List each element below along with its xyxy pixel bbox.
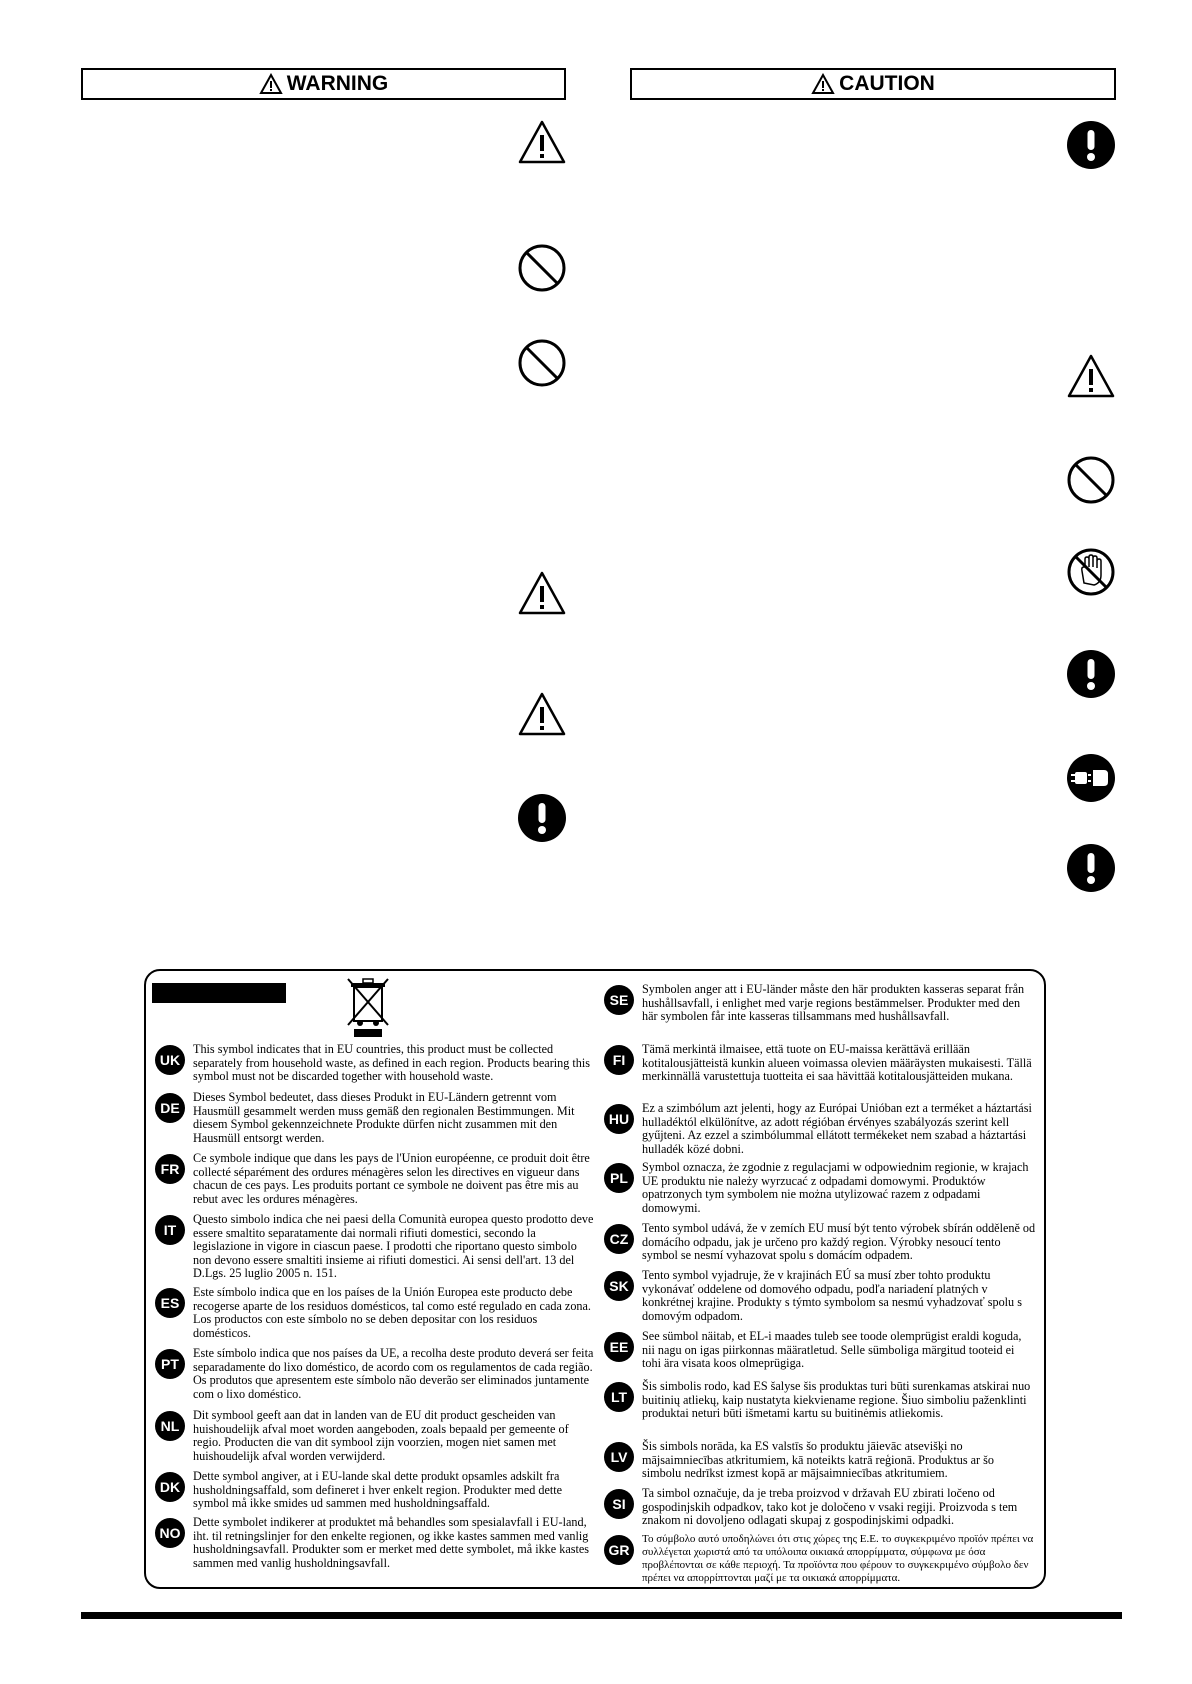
language-badge: PL	[604, 1163, 634, 1193]
entry-text: Dette symbolet indikerer at produktet må behandles som spesialavfall i EU-land, iht. til retningslinjer for den enkelte regionen, og ikke kastes sammen med vanlig husholdningsavfall. Produkter som er merket med dette symbolet, må ikke kastes sammen med vanlig husholdningsavfall.	[193, 1515, 590, 1570]
weee-entry-sk	[604, 1269, 1036, 1323]
language-badge: ES	[155, 1288, 185, 1318]
weee-entry-uk	[155, 1043, 595, 1084]
language-badge: SI	[604, 1489, 634, 1519]
do-not-touch-icon	[1066, 547, 1116, 597]
language-badge: DE	[155, 1093, 185, 1123]
entry-text: Symbol oznacza, że zgodnie z regulacjami w odpowiednim regionie, w krajach UE produktu nie należy wyrzucać z odpadami domowymi. Produktów opatrzonych tym symbolem nie można utylizować razem z odpadami domowymi.	[642, 1160, 1029, 1215]
weee-entry-fr	[155, 1152, 595, 1206]
unplug-icon	[1066, 753, 1116, 803]
weee-entry-dk	[155, 1470, 595, 1511]
language-badge: SK	[604, 1271, 634, 1301]
caution-label: CAUTION	[839, 72, 935, 95]
entry-text: See sümbol näitab, et EL-i maades tuleb see toode olemprügist eraldi koguda, nii nagu on igas piirkonnas määratletud. Selle sümboliga märgitud tooteid ei tohi ära visata koos olmeprügiga.	[642, 1329, 1022, 1370]
warning-triangle-icon	[1066, 352, 1116, 402]
entry-text: Šis simbols norāda, ka ES valstīs šo produktu jāievāc atsevišķi no mājsaimniecības atkritumiem, kā noteikts katrā reģionā. Produktus ar šo simbolu nedrīkst izmest kopā ar mājsaimniecības atkritumiem.	[642, 1439, 994, 1480]
language-badge: CZ	[604, 1224, 634, 1254]
prohibited-icon	[517, 338, 567, 388]
language-badge: FI	[604, 1045, 634, 1075]
entry-text: Dit symbool geeft aan dat in landen van de EU dit product gescheiden van huishoudelijk afval moet worden aangeboden, zoals bepaald per gemeente of regio. Producten die van dit symbool zijn voorzien, mogen niet samen met huishoudelijk afval worden verwijderd.	[193, 1408, 569, 1463]
entry-text: Dette symbol angiver, at i EU-lande skal dette produkt opsamles adskilt fra husholdningsaffald, som defineret i hver enkelt region. Produkter med dette symbol må ikke smides ud sammen med husholdningsaffald.	[193, 1469, 563, 1510]
weee-entry-fi	[604, 1043, 1036, 1084]
mandatory-action-icon	[1066, 649, 1116, 699]
entry-text: Este símbolo indica que nos países da UE, a recolha deste produto deverá ser feita separadamente do lixo doméstico, de acordo com os regulamentos de cada região. Os produtos que apresentem este símbolo não deverão ser eliminados juntamente com o lixo doméstico.	[193, 1346, 594, 1401]
weee-entry-se	[604, 983, 1036, 1024]
weee-entry-de	[155, 1091, 595, 1145]
entry-text: Ta simbol označuje, da je treba proizvod v državah EU zbirati ločeno od gospodinjskih odpadkov, tako kot je določeno v vsaki regiji. Proizvoda s tem znakom ni dovoljeno odlagati skupaj z gospodinjskimi odpadki.	[642, 1486, 1018, 1527]
entry-text: Symbolen anger att i EU-länder måste den här produkten kasseras separat från hushållsavfall, i enlighet med varje regions bestämmelser. Produkter med den här symbolen får inte kasseras tillsammans med hushållsavfall.	[642, 982, 1025, 1023]
prohibited-icon	[517, 243, 567, 293]
mandatory-action-icon	[1066, 843, 1116, 893]
entry-text: Este símbolo indica que en los países de la Unión Europea este producto debe recogerse aparte de los residuos domésticos, tal como esté regulado en cada zona. Los productos con este símbolo no se deben depositar con los residuos domésticos.	[193, 1285, 591, 1340]
language-badge: EE	[604, 1332, 634, 1362]
entry-text: Ez a szimbólum azt jelenti, hogy az Európai Unióban ezt a terméket a háztartási hulladéktól elkülönítve, az adott régióban érvényes szabályozás szerint kell gyűjteni. Az ezzel a szimbólummal ellátott termékeket nem szabad a háztartási hulladék közé dobni.	[642, 1101, 1032, 1156]
language-badge: NO	[155, 1518, 185, 1548]
entry-text: Šis simbolis rodo, kad ES šalyse šis produktas turi būti surenkamas atskirai nuo buitinių atliekų, kaip nustatyta kiekviename regione. Šiuo simboliu paženklinti produktai neturi būti išmetami kartu su buitinėmis atliekomis.	[642, 1379, 1031, 1420]
weee-entry-lv	[604, 1440, 1036, 1481]
footer-rule	[81, 1612, 1122, 1619]
language-badge: SE	[604, 985, 634, 1015]
weee-entry-no	[155, 1516, 595, 1570]
language-badge: IT	[155, 1215, 185, 1245]
weee-entry-pt	[155, 1347, 595, 1401]
entry-text: Tento symbol udává, že v zemích EU musí být tento výrobek sbírán odděleně od domácího odpadu, jak je určeno pro každý region. Výrobky nesoucí tento symbol se nesmí vyhazovat spolu s domácím odpadem.	[642, 1221, 1036, 1262]
weee-entry-gr	[604, 1533, 1036, 1585]
warning-triangle-icon	[517, 690, 567, 740]
weee-entry-it	[155, 1213, 595, 1281]
language-badge: LT	[604, 1382, 634, 1412]
language-badge: LV	[604, 1442, 634, 1472]
language-badge: PT	[155, 1349, 185, 1379]
warning-triangle-icon	[517, 118, 567, 168]
weee-entry-ee	[604, 1330, 1036, 1371]
entry-text: Questo simbolo indica che nei paesi della Comunità europea questo prodotto deve essere smaltito separatamente dai normali rifiuti domestici, secondo la legislazione in vigore in ciascun paese. I prodotti che riportano questo simbolo non devono essere smaltiti insieme ai rifiuti domestici. Ai sensi dell'art. 13 del D.Lgs. 25 luglio 2005 n. 151.	[193, 1212, 594, 1280]
mandatory-action-icon	[1066, 120, 1116, 170]
language-badge: GR	[604, 1535, 634, 1565]
caution-triangle-icon	[811, 73, 835, 95]
weee-entry-nl	[155, 1409, 595, 1463]
language-badge: UK	[155, 1045, 185, 1075]
language-badge: DK	[155, 1472, 185, 1502]
entry-text: Tento symbol vyjadruje, že v krajinách EÚ sa musí zber tohto produktu vykonávať oddelene od domového odpadu, podľa nariadení platných v konkrétnej krajine. Produkty s týmto symbolom sa nesmú vyhadzovať spolu s domovým odpadom.	[642, 1268, 1022, 1323]
mandatory-action-icon	[517, 793, 567, 843]
weee-entry-lt	[604, 1380, 1036, 1421]
weee-entry-cz	[604, 1222, 1036, 1263]
warning-triangle-icon	[259, 73, 283, 95]
weee-entry-hu	[604, 1102, 1036, 1156]
language-badge: FR	[155, 1154, 185, 1184]
language-badge: NL	[155, 1411, 185, 1441]
weee-entry-es	[155, 1286, 595, 1340]
entry-text: This symbol indicates that in EU countries, this product must be collected separately from household waste, as defined in each region. Products bearing this symbol must not be discarded together with household waste.	[193, 1042, 590, 1083]
weee-entry-pl	[604, 1161, 1036, 1215]
entry-text: Το σύμβολο αυτό υποδηλώνει ότι στις χώρες της Ε.Ε. το συγκεκριμένο προϊόν πρέπει να συλλέγεται χωριστά από τα υπόλοιπα οικιακά απορρίμματα, σύμφωνα με όσα προβλέπονται σε κάθε περιοχή. Τα προϊόντα που φέρουν το συγκεκριμένο σύμβολο δεν πρέπει να απορρίπτονται μαζί με τα οικιακά απορρίμματα.	[642, 1533, 1034, 1584]
warning-label: WARNING	[286, 72, 389, 95]
crossed-out-bin-icon	[346, 975, 390, 1037]
prohibited-icon	[1066, 455, 1116, 505]
caution-header	[630, 68, 1116, 100]
warning-header	[81, 68, 566, 100]
entry-text: Tämä merkintä ilmaisee, että tuote on EU-maissa kerättävä erillään kotitalousjätteistä kunkin alueen voimassa olevien määräysten mukaisesti. Tällä merkinnällä varustettuja tuotteita ei saa hävittää kotitalousjätteiden mukana.	[642, 1042, 1032, 1083]
language-badge: HU	[604, 1104, 634, 1134]
weee-title-bar	[152, 983, 286, 1003]
entry-text: Ce symbole indique que dans les pays de l'Union européenne, ce produit doit être collecté séparément des ordures ménagères selon les directives en vigueur dans chacun de ces pays. Les produits portant ce symbole ne doivent pas être mis au rebut avec les ordures ménagères.	[193, 1151, 590, 1206]
weee-entry-si	[604, 1487, 1036, 1528]
entry-text: Dieses Symbol bedeutet, dass dieses Produkt in EU-Ländern getrennt vom Hausmüll gesammelt werden muss gemäß den regionalen Bestimmungen. Mit diesem Symbol gekennzeichnete Produkte dürfen nicht zusammen mit den Hausmüll entsorgt werden.	[193, 1090, 575, 1145]
warning-triangle-icon	[517, 569, 567, 619]
